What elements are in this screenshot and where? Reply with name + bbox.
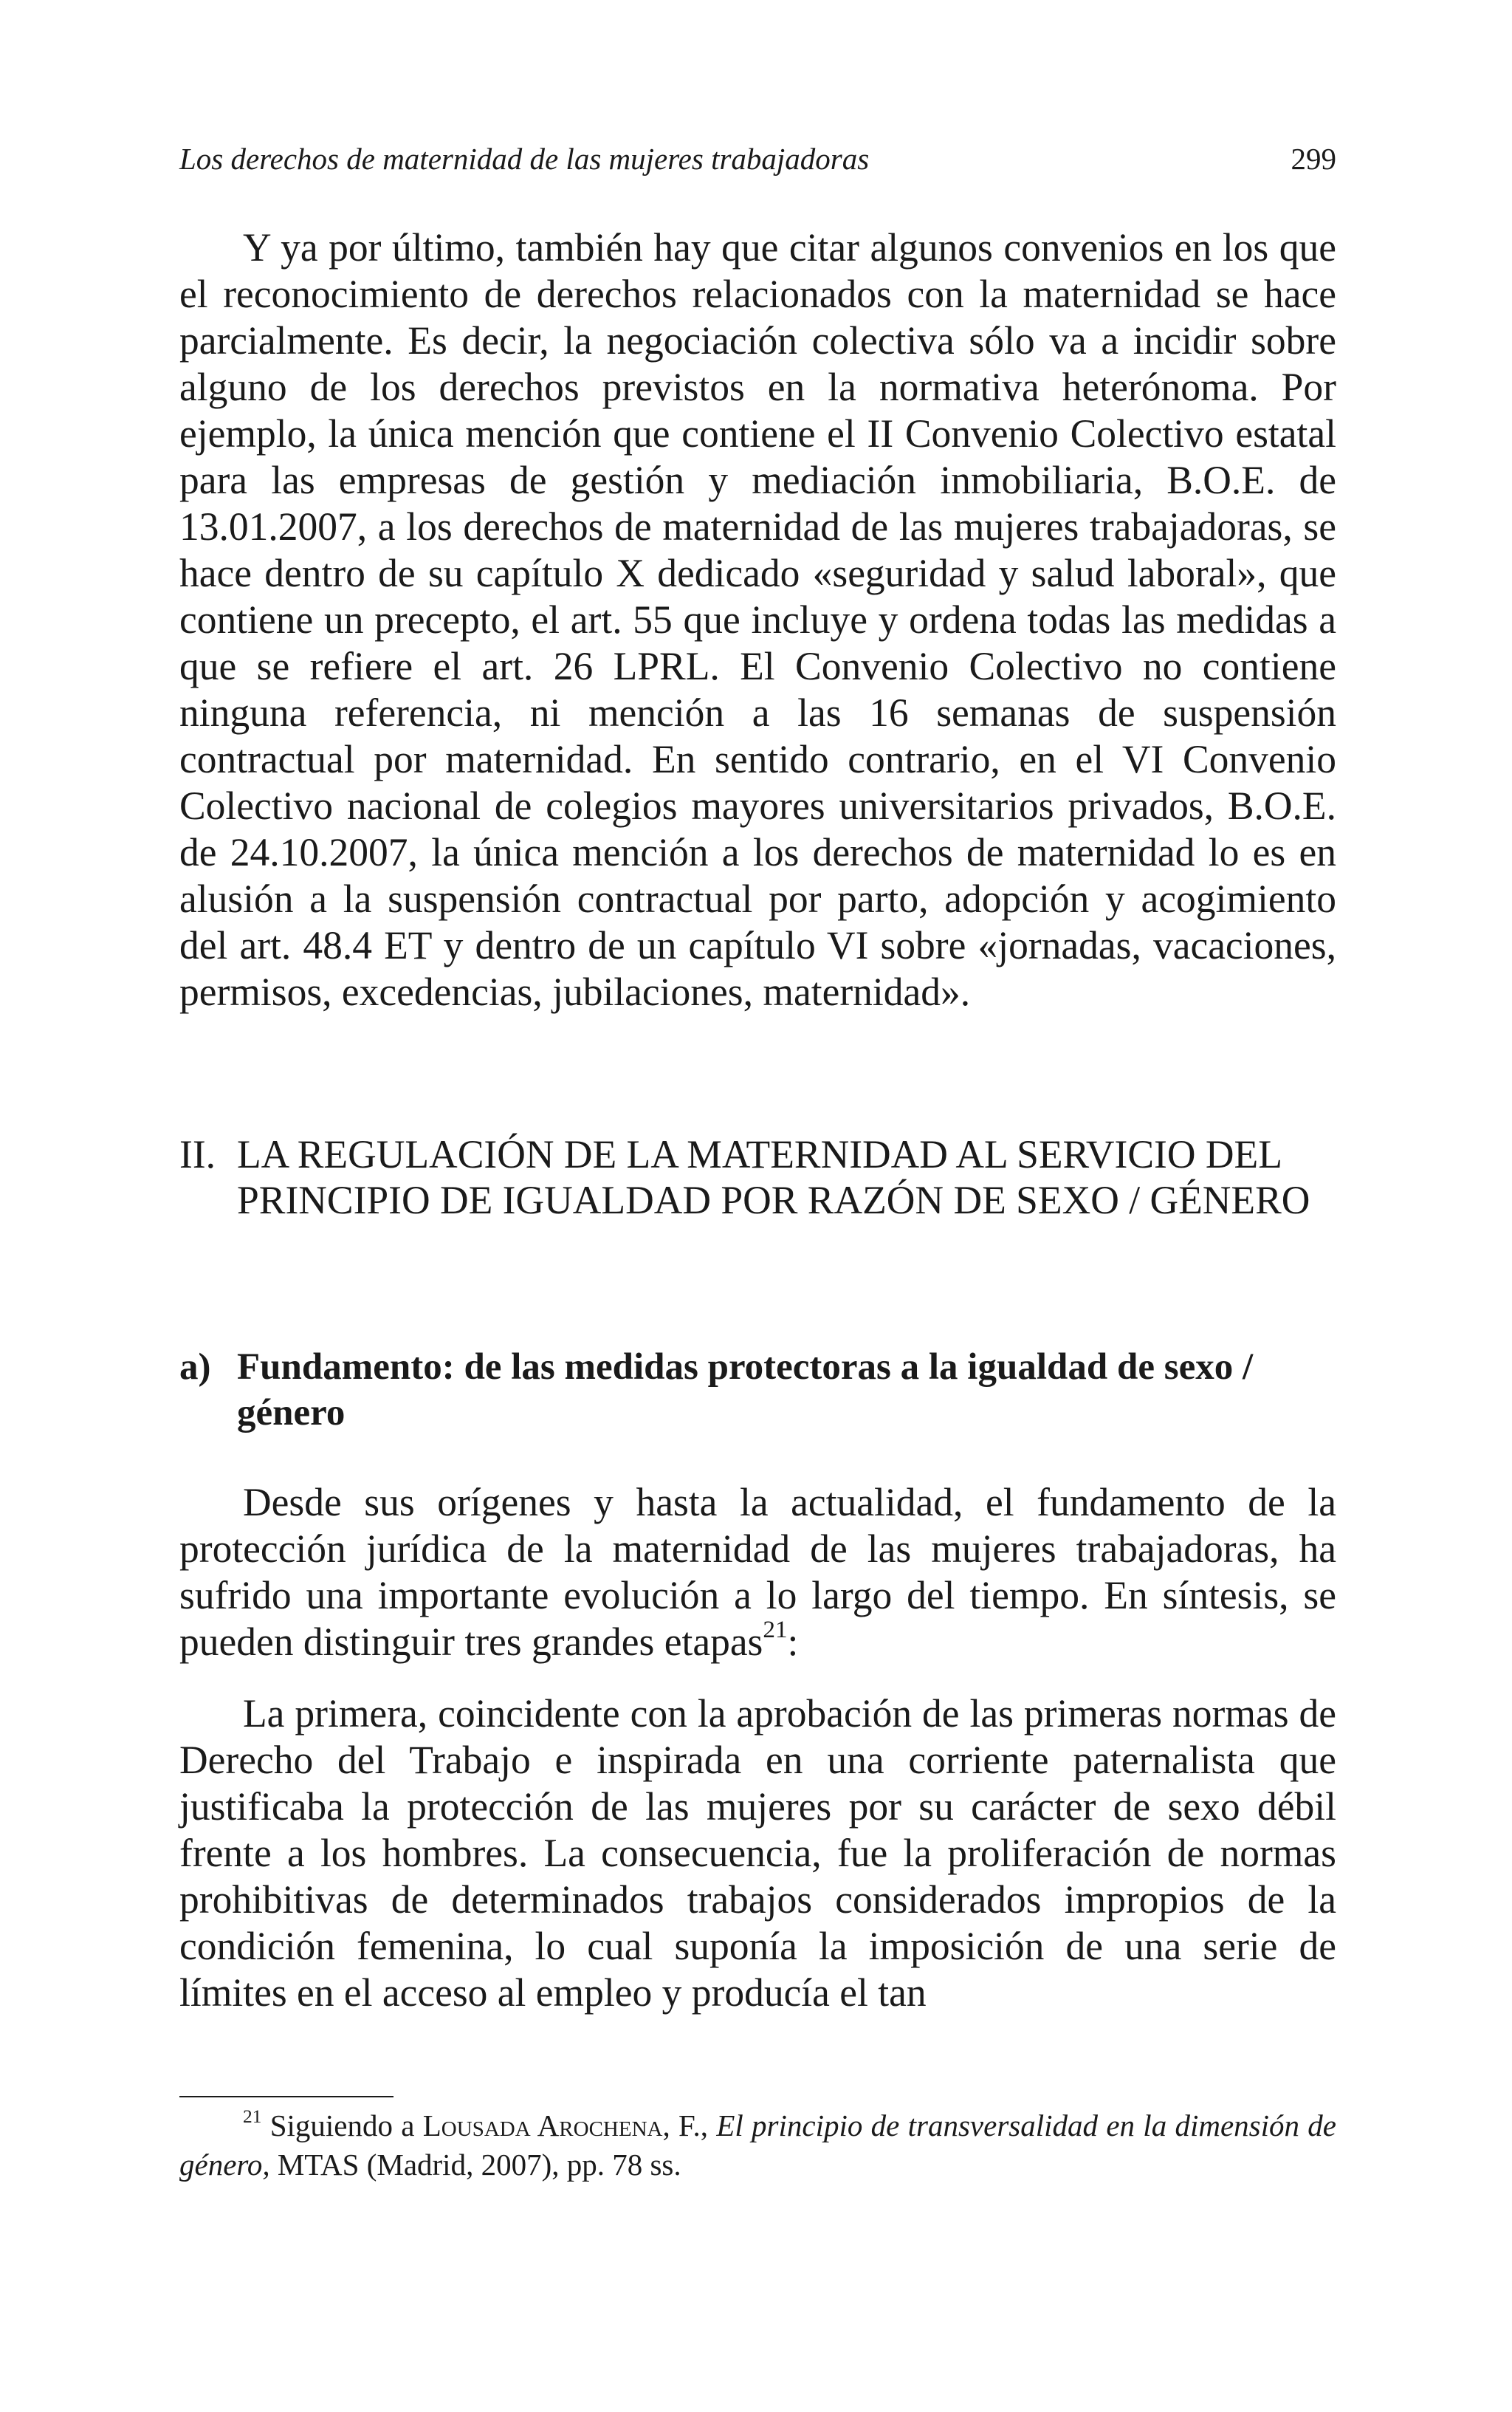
footnote-21: [179, 2106, 1336, 2185]
running-header: [179, 140, 1336, 177]
footnote-text-after-author: , F.,: [662, 2108, 717, 2142]
footnote-reference-number: 21: [763, 1616, 788, 1644]
paragraph-fundamento-end: :: [787, 1620, 799, 1664]
footnote-reference[interactable]: [763, 1616, 787, 1643]
section-number: II.: [179, 1132, 216, 1176]
running-title: Los derechos de maternidad de las mujeres trabajadoras: [179, 142, 870, 176]
paragraph-convenios: Y ya por último, también hay que citar algunos convenios en los que el reconocimiento de derechos relacionados con la maternidad se hace parcialmente. Es decir, la negociación colectiva sólo va a incidir sobre alguno de los derechos previstos en la normativa heterónoma. Por ejemplo, la única mención que contiene el II Convenio Colectivo estatal para las empresas de gestión y mediación inmobiliaria, B.O.E. de 13.01.2007, a los derechos de maternidad de las mujeres trabajadoras, se hace dentro de su capítulo X dedicado «seguridad y salud laboral», que contiene un precepto, el art. 55 que incluye y ordena todas las medidas a que se refiere el art. 26 LPRL. El Convenio Colectivo no contiene ninguna referencia, ni mención a las 16 semanas de suspensión contractual por maternidad. En sentido contrario, en el VI Convenio Colectivo nacional de colegios mayores universitarios privados, B.O.E. de 24.10.2007, la única mención a los derechos de maternidad lo es en alusión a la suspensión contractual por parto, adopción y acogimiento del art. 48.4 ET y dentro de un capítulo VI sobre «jornadas, vacaciones, permisos, excedencias, jubilaciones, maternidad».: [179, 225, 1336, 1014]
footnote-work-title: El principio de transversalidad en la dimensión de género,: [179, 2108, 1337, 2182]
footnote-text-before: Siguiendo a: [269, 2108, 423, 2142]
footnote-number: 21: [243, 2106, 262, 2127]
paragraph-primera-etapa: La primera, coincidente con la aprobación de las primeras normas de Derecho del Trabajo e inspirada en una corriente paternalista que justificaba la protección de las mujeres por su carácter de sexo débil frente a los hombres. La consecuencia, fue la proliferación de normas prohibitivas de determinados trabajos considerados impropios de la condición femenina, lo cual suponía la imposición de una serie de límites en el acceso al empleo y producía el tan: [179, 1691, 1336, 2015]
subsection-title: Fundamento: de las medidas protectoras a la igualdad de sexo / género: [237, 1346, 1254, 1433]
page-number: 299: [1291, 142, 1336, 176]
footnote-text-end: MTAS (Madrid, 2007), pp. 78 ss.: [269, 2148, 681, 2182]
section-heading: [179, 1131, 1336, 1223]
footnote-separator: [179, 2096, 394, 2097]
paragraph-fundamento: [179, 1479, 1336, 1665]
subsection-heading: [179, 1344, 1336, 1436]
footnote-author: Lousada Arochena: [422, 2108, 663, 2142]
subsection-letter: a): [179, 1346, 211, 1388]
section-title: LA REGULACIÓN DE LA MATERNIDAD AL SERVICIO DEL PRINCIPIO DE IGUALDAD POR RAZÓN DE SEXO / GÉNERO: [237, 1132, 1310, 1222]
paragraph-fundamento-text: Desde sus orígenes y hasta la actualidad, el fundamento de la protección jurídica de la maternidad de las mujeres trabajadoras, ha sufrido una importante evolución a lo largo del tiempo. En síntesis, se pueden distinguir tres grandes etapas: [179, 1480, 1336, 1664]
